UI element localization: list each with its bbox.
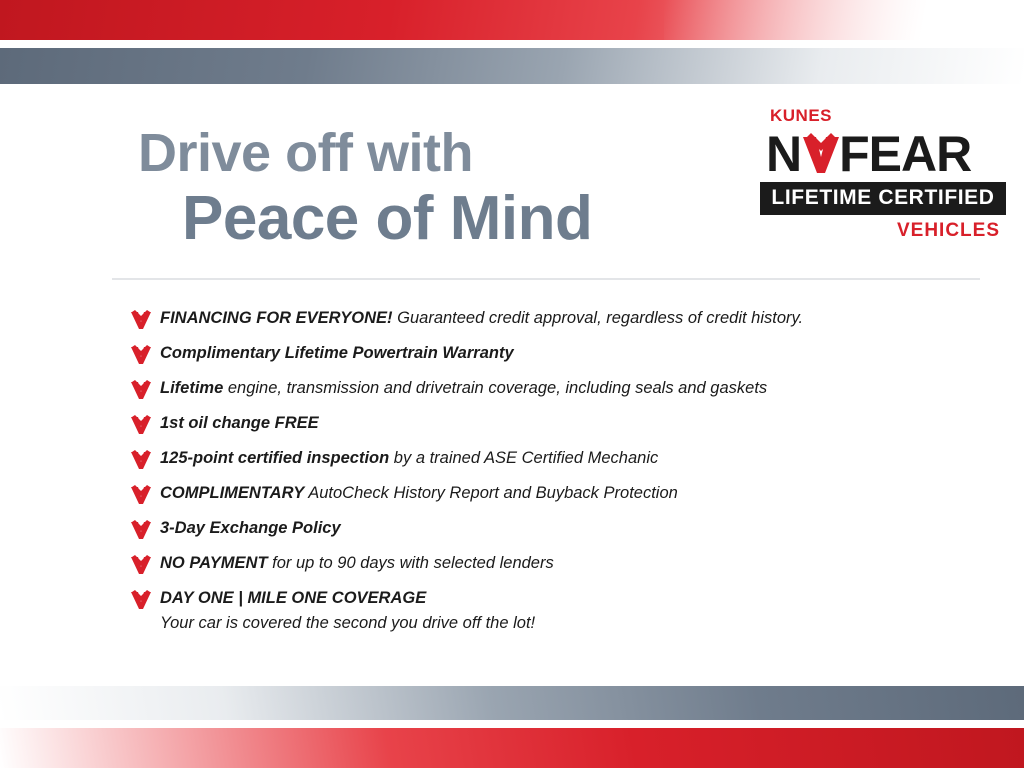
check-icon xyxy=(130,485,152,505)
check-icon xyxy=(130,380,152,400)
red-check-icon xyxy=(799,131,843,177)
bottom-red-band xyxy=(0,728,1024,768)
list-item-text xyxy=(160,588,535,633)
logo-word-fear: FEAR xyxy=(839,126,972,182)
top-white-gap xyxy=(0,40,1024,48)
bottom-white-gap xyxy=(0,720,1024,728)
headline-line-1: Drive off with xyxy=(138,123,474,183)
list-item-bold: 125-point certified inspection xyxy=(160,449,390,467)
list-item-rest: for up to 90 days with selected lenders xyxy=(267,554,554,572)
list-item-text xyxy=(160,448,658,469)
list-item-rest: Guaranteed credit approval, regardless of credit history. xyxy=(392,309,804,327)
list-item xyxy=(130,588,930,633)
logo-lifetime-certified-bar: LIFETIME CERTIFIED xyxy=(760,182,1006,215)
check-icon xyxy=(130,590,152,610)
list-item-text xyxy=(160,343,514,364)
list-item-subtext: Your car is covered the second you drive off the lot! xyxy=(160,613,536,632)
logo-nofear-wordmark xyxy=(766,128,1006,180)
list-item xyxy=(130,518,930,540)
headline-line-2: Peace of Mind xyxy=(182,184,593,253)
check-icon xyxy=(130,450,152,470)
kunes-no-fear-logo xyxy=(760,106,1006,246)
check-icon xyxy=(130,415,152,435)
list-item-bold: 3-Day Exchange Policy xyxy=(160,519,341,537)
check-icon xyxy=(130,555,152,575)
list-item-bold: Complimentary Lifetime Powertrain Warranty xyxy=(160,344,514,362)
list-item xyxy=(130,343,930,365)
list-item-bold: DAY ONE | MILE ONE COVERAGE xyxy=(160,589,427,607)
list-item xyxy=(130,308,930,330)
list-item-bold: FINANCING FOR EVERYONE! xyxy=(160,309,393,327)
check-icon xyxy=(130,345,152,365)
list-item-text xyxy=(160,553,554,574)
headline-divider xyxy=(112,278,980,280)
bottom-gray-band xyxy=(0,686,1024,720)
top-gray-band xyxy=(0,48,1024,84)
list-item-rest: engine, transmission and drivetrain coverage, including seals and gaskets xyxy=(223,379,768,397)
list-item-text xyxy=(160,308,803,329)
top-red-band xyxy=(0,0,1024,40)
list-item-text xyxy=(160,483,678,504)
list-item-bold: Lifetime xyxy=(160,379,224,397)
list-item-rest: AutoCheck History Report and Buyback Protection xyxy=(304,484,678,502)
check-icon xyxy=(130,520,152,540)
feature-list xyxy=(130,308,930,646)
page-title xyxy=(138,123,593,253)
logo-vehicles-text: VEHICLES xyxy=(896,220,1000,241)
list-item xyxy=(130,378,930,400)
list-item xyxy=(130,483,930,505)
logo-letter-n: N xyxy=(766,126,802,182)
list-item-text xyxy=(160,413,319,434)
list-item xyxy=(130,448,930,470)
list-item-text xyxy=(160,518,341,539)
list-item-rest: by a trained ASE Certified Mechanic xyxy=(389,449,659,467)
list-item-bold: NO PAYMENT xyxy=(160,554,268,572)
list-item-text xyxy=(160,378,767,399)
check-icon xyxy=(130,310,152,330)
list-item xyxy=(130,553,930,575)
list-item-bold: COMPLIMENTARY xyxy=(160,484,305,502)
list-item-bold: 1st oil change FREE xyxy=(160,414,319,432)
list-item xyxy=(130,413,930,435)
logo-brand-text: KUNES xyxy=(770,106,833,125)
